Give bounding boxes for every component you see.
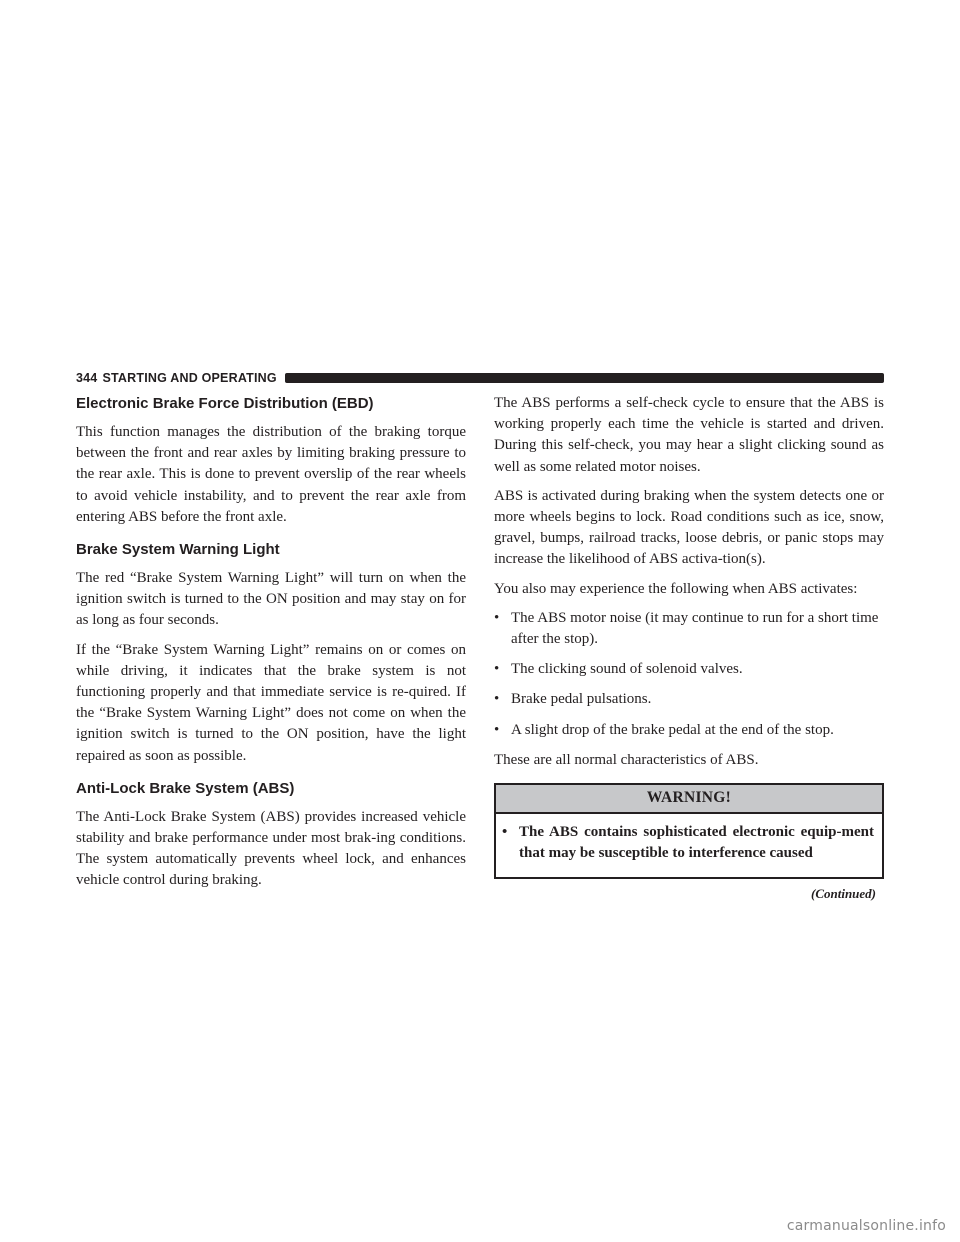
bullet-icon: •	[494, 691, 500, 708]
ebd-heading: Electronic Brake Force Distribution (EBD)	[76, 395, 374, 412]
ebd-paragraph: This function manages the distribution of the braking torque between the front and rear axles by limiting braking pressure to the rear axle. This is done to prevent overslip of the rear wheels to avoid vehicle instability, and to prevent the rear axle from entering ABS before the front axle.	[76, 424, 466, 525]
continued-label: (Continued)	[810, 886, 876, 902]
brake-warning-heading: Brake System Warning Light	[76, 541, 280, 559]
page-number: 344	[76, 371, 98, 385]
warning-body	[496, 814, 882, 877]
list-item: • A slight drop of the brake pedal at the end of the stop.	[494, 720, 884, 741]
warning-box	[494, 783, 884, 879]
header-rule	[285, 373, 884, 383]
abs-paragraph: The Anti-Lock Brake System (ABS) provides increased vehicle stability and brake performance under most brak-ing conditions. The system automatically prevents wheel lock, and enhances vehicle control during braking.	[76, 808, 466, 889]
right-column	[494, 393, 884, 902]
bullet-icon: •	[502, 824, 508, 841]
abs-activation-paragraph: ABS is activated during braking when the system detects one or more wheels begins to lock. Road conditions such as ice, snow, gravel, bumps, railroad tracks, loose debris, or panic stops may increase the likelihood of ABS activa-tion(s).	[494, 487, 884, 568]
brake-warning-paragraph-1: The red “Brake System Warning Light” will turn on when the ignition switch is turned to the ON position and may stay on for as long as four seconds.	[76, 570, 466, 629]
abs-experience-paragraph: You also may experience the following when ABS activates:	[494, 580, 858, 597]
abs-heading: Anti-Lock Brake System (ABS)	[76, 779, 295, 797]
list-item: • Brake pedal pulsations.	[494, 689, 884, 710]
abs-effects-list	[494, 608, 884, 741]
watermark: carmanualsonline.info	[786, 1218, 946, 1234]
list-item: • The ABS motor noise (it may continue to run for a short time after the stop).	[494, 609, 879, 648]
warning-list	[502, 822, 874, 864]
abs-normal-paragraph: These are all normal characteristics of ABS.	[494, 751, 759, 768]
bullet-icon: •	[494, 721, 500, 738]
bullet-icon: •	[494, 609, 500, 626]
section-title: STARTING AND OPERATING	[102, 371, 277, 385]
list-item: • The ABS contains sophisticated electronic equip-ment that may be susceptible to interference caused	[502, 824, 874, 862]
list-item: • The clicking sound of solenoid valves.	[494, 659, 884, 680]
abs-self-check-paragraph: The ABS performs a self-check cycle to ensure that the ABS is working properly each time the vehicle is started and driven. During this self-check, you may hear a slight clicking sound as well as some related motor noises.	[494, 395, 884, 475]
page-header	[76, 370, 884, 386]
bullet-icon: •	[494, 661, 500, 678]
warning-title: WARNING!	[496, 785, 882, 814]
left-column	[76, 393, 466, 900]
brake-warning-paragraph-2: If the “Brake System Warning Light” remains on or comes on while driving, it indicates that the brake system is not functioning properly and that immediate service is re-quired. If the “Brake System Warning Light” does not come on when the ignition switch is turned to the ON position, have the light repaired as soon as possible.	[76, 641, 466, 764]
